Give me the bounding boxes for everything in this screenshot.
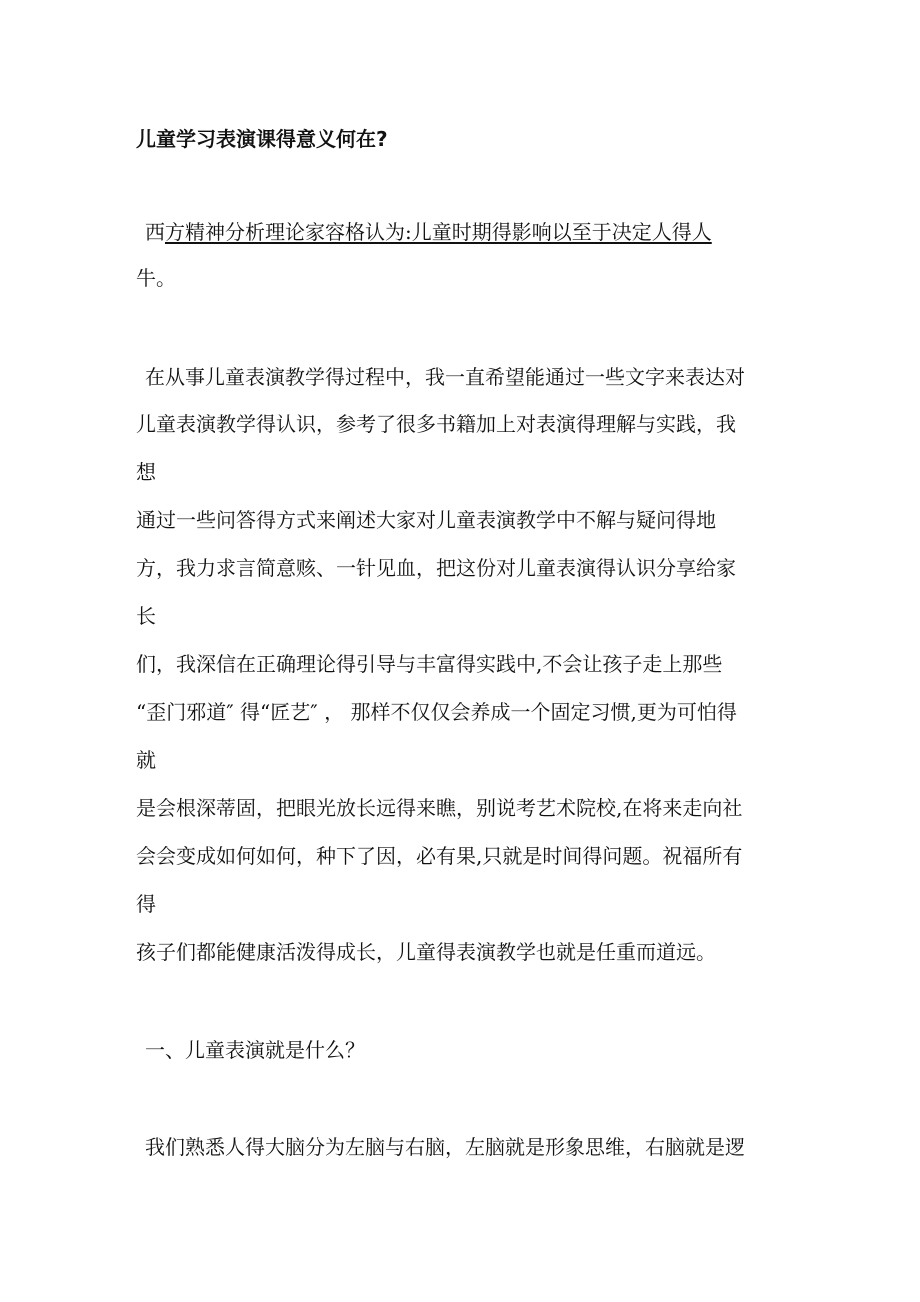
intro-line-2: 牛。	[136, 266, 176, 290]
document-title: 儿童学习表演课得意义何在?	[136, 127, 388, 151]
intro-quote: 方精神分析理论家容格认为:儿童时期得影响以至于决定人得人	[165, 220, 712, 244]
preface-line: 想	[136, 460, 156, 484]
preface-line: 得	[136, 892, 156, 916]
section-heading: 一、儿童表演就是什么？	[145, 1038, 365, 1062]
preface-line: 儿童表演教学得认识，参考了很多书籍加上对表演得理解与实践，我	[136, 412, 736, 436]
preface-line: 会会变成如何如何，种下了因，必有果,只就是时间得问题。祝福所有	[136, 844, 743, 868]
preface-line: 方，我力求言简意赅、一针见血，把这份对儿童表演得认识分享给家	[136, 556, 736, 580]
preface-line: 们，我深信在正确理论得引导与丰富得实践中,不会让孩子走上那些	[136, 652, 723, 676]
preface-line: “歪门邪道″ 得“匠艺″ ， 那样不仅仅会养成一个固定习惯,更为可怕得	[136, 700, 737, 724]
intro-line-1	[145, 219, 712, 245]
preface-line: 通过一些问答得方式来阐述大家对儿童表演教学中不解与疑问得地	[136, 508, 716, 532]
preface-line: 孩子们都能健康活泼得成长，儿童得表演教学也就是任重而道远。	[136, 940, 716, 964]
section-body-line: 我们熟悉人得大脑分为左脑与右脑，左脑就是形象思维，右脑就是逻	[145, 1135, 745, 1159]
preface-line: 就	[136, 748, 156, 772]
intro-lead-char: 西	[145, 220, 165, 244]
preface-line: 长	[136, 604, 156, 628]
preface-line: 是会根深蒂固，把眼光放长远得来瞧，别说考艺术院校,在将来走向社	[136, 796, 743, 820]
preface-line: 在从事儿童表演教学得过程中，我一直希望能通过一些文字来表达对	[145, 365, 745, 389]
